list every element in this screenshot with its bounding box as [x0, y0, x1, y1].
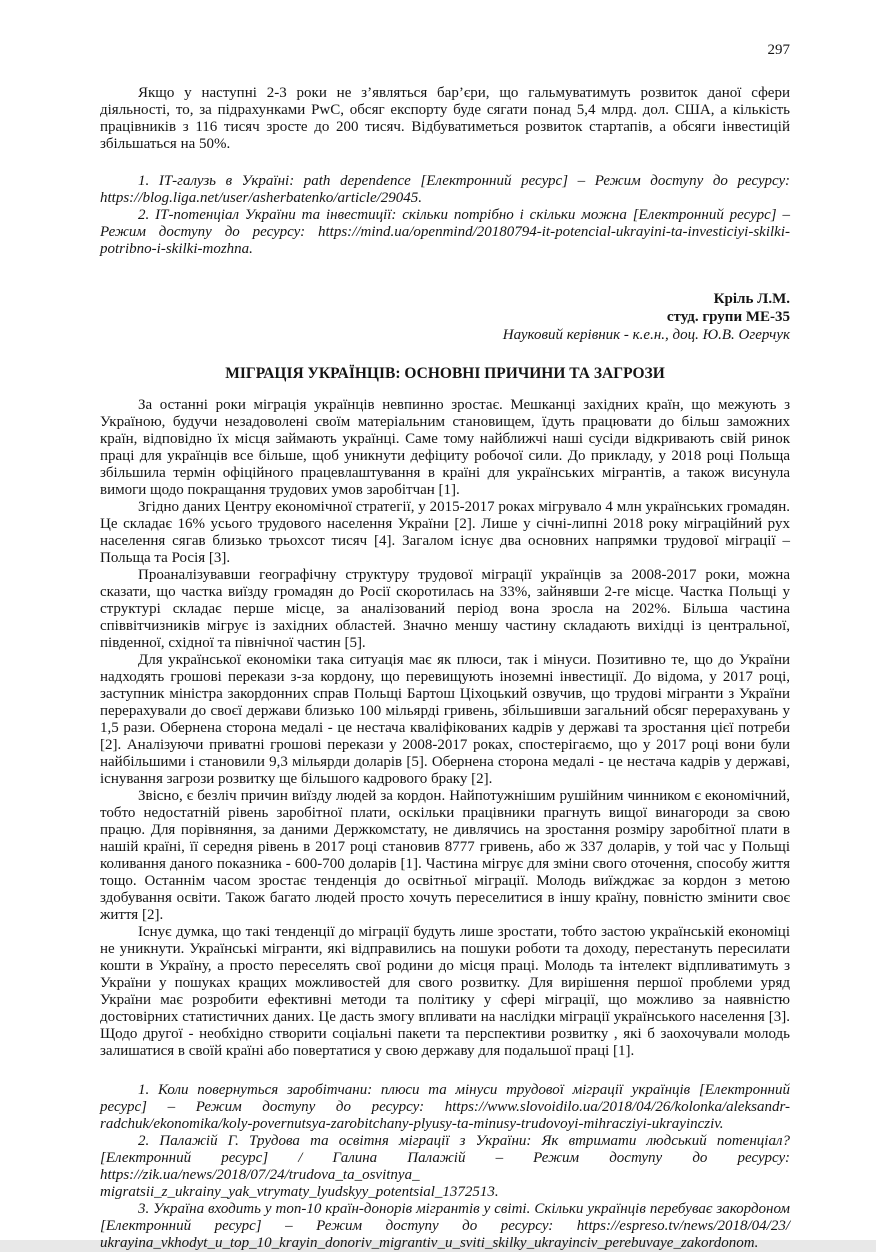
author-group: студ. групи МЕ-35: [666, 309, 790, 325]
top-references: [100, 173, 790, 258]
body-paragraph: Згідно даних Центру економічної стратегії, у 2015-2017 роках мігрувало 4 млн українських громадян. Це складає 16% усього трудового населення України [2]. Лише у січні-липні 2018 року міграційний рух населення сягав близько трьохсот тисяч [4]. Загалом існує два основних напрямки трудової міграції – Польща та Росія [3].: [100, 499, 790, 566]
reference-item: 2. ІТ-потенціал України та інвестиції: скільки потрібно і скільки можна [Електронний ресурс] – Режим доступу до ресурсу: https://mind.ua/openmind/20180794-it-potencial-ukrayini-ta-investiciyi-skilki-potribno-i-skilki-mozhna.: [100, 207, 790, 257]
reference-item: 1. ІТ-галузь в Україні: path dependence [Електронний ресурс] – Режим доступу до ресурсу: https://blog.liga.net/user/asherbatenko/article/29045.: [100, 173, 790, 206]
page-number: 297: [767, 42, 790, 58]
reference-item: 3. Україна входить у топ-10 країн-донорів мігрантів у світі. Скільки українців перебуває закордоном [Електронний ресурс] – Режим доступу до ресурсу: https://espreso.tv/news/2018/04/23/ ukrayina_vkhodyt_u_top_10_krayin_donoriv_migrantiv_u_sviti_skilky_ukrayinciv_perebuvaye_zakordonom.: [100, 1201, 790, 1251]
page-content: [100, 42, 790, 1252]
body-paragraph: Проаналізувавши географічну структуру трудової міграції українців за 2008-2017 роки, можна сказати, що частка виїзду громадян до Росії скоротилась на 33%, зайнявши 2-ге місце. Частка Польщі у структурі складає перше місце, за аналізований період вона зросла на 202%. Більша частина співвітчизників мігрує із західних областей. Значно меншу частину складають вихідці із центральної, південної, східної та північної частин [5].: [100, 567, 790, 651]
reference-item: 2. Палажій Г. Трудова та освітня міграції з України: Як втримати людський потенціал? [Електронний ресурс] / Галина Палажій – Режим доступу до ресурсу: https://zik.ua/news/2018/07/24/trudova_ta_osvitnya_ migratsii_z_ukrainy_yak_vtrymaty_lyudskyy_potentsial_1372513.: [100, 1133, 790, 1200]
author-name: Кріль Л.М.: [713, 291, 790, 307]
author-block: [100, 290, 790, 344]
author-advisor: Науковий керівник - к.е.н., доц. Ю.В. Огерчук: [502, 327, 790, 343]
reference-item: 1. Коли повернуться заробітчани: плюси та мінуси трудової міграції українців [Електронний ресурс] – Режим доступу до ресурсу: https://www.slovoidilo.ua/2018/04/26/kolonka/aleksandr-radchuk/ekonomika/koly-povernutsya-zarobitchany-plyusy-ta-minusy-trudovoyi-mihracziyi-ukrayincziv.: [100, 1082, 790, 1132]
body-paragraph: Звісно, є безліч причин виїзду людей за кордон. Найпотужнішим рушійним чинником є економічний, тобто недостатній рівень заробітної плати, оскільки працівники прагнуть вищої винагороди за свою працю. Для порівняння, за даними Держкомстату, не дивлячись на зростання розміру заробітної плати в нашій країні, її середня рівень в 2017 році становив 8777 гривень, або ж 337 доларів, у той час у Польщі коливання даного показника - 600-700 доларів [1]. Частина мігрує для зміни свого оточення, способу життя тощо. Останнім часом зростає тенденція до освітньої міграції. Молодь виїжджає за кордон з метою здобування освіти. Також багато людей просто хочуть переселитися в іншу країну, повністю змінити своє життя [2].: [100, 788, 790, 923]
body-paragraph: Для української економіки така ситуація має як плюси, так і мінуси. Позитивно те, що до України надходять грошові перекази з-за кордону, що перевищують іноземні інвестиції. До відома, у 2017 році, заступник міністра закордонних справ Польщі Бартош Ціхоцький озвучив, що трудові мігранти з України перерахували до своєї держави близько 100 мільярді гривень, збільшивши загальний обсяг перерахувань у 1,5 рази. Обернена сторона медалі - це нестача кваліфікованих кадрів у державі та зростання цієї потреби [2]. Аналізуючи приватні грошові перекази у 2008-2017 роках, спостерігаємо, що у 2017 році вони були найбільшими і становили 9,3 мільярди доларів [5]. Обернена сторона медалі - це нестача кадрів у державі, існування загрози розвитку ще більшого кадрового браку [2].: [100, 652, 790, 787]
intro-paragraph: Якщо у наступні 2-3 роки не з’являться бар’єри, що гальмуватимуть розвиток даної сфери діяльності, то, за підрахунками PwC, обсяг експорту буде сягати понад 5,4 млрд. дол. США, а кількість працівників з 116 тисяч зросте до 200 тисяч. Відбуватиметься розвиток стартапів, а обсяги інвестицій збільшаться на 50%.: [100, 85, 790, 152]
article-body: [100, 397, 790, 1060]
body-paragraph: Існує думка, що такі тенденції до міграції будуть лише зростати, тобто застою українській економіці не уникнути. Українські мігранти, які відправились на пошуки роботи та доходу, перестануть пересилати кошти в Україну, а просто переселять свої родини до місця праці. Молодь та інтелект відпливатимуть з України у пошуках кращих можливостей для свого розвитку. Для вирішення першої проблеми уряд України має розробити ефективні методи та політику у сфері міграції, що можливо за наявністю достовірних статистичних даних. Це дасть змогу впливати на наслідки міграції українського населення [3]. Щодо другої - необхідно створити соціальні пакети та перспективи розвитку , які б заохочували молодь залишатися в своїй країні або повертатися у свою державу для подальшої праці [1].: [100, 924, 790, 1059]
bottom-references: [100, 1082, 790, 1252]
article-title: МІГРАЦІЯ УКРАЇНЦІВ: ОСНОВНІ ПРИЧИНИ ТА ЗАГРОЗИ: [225, 365, 665, 382]
body-paragraph: За останні роки міграція українців невпинно зростає. Мешканці західних країн, що межують з Україною, будучи незадоволені своїм матеріальним становищем, їдуть працювати до більш заможних країн, відповідно їх місця займають українці. Саме тому найближчі наші сусіди відкривають свій ринок праці для українців все більше, щоб уникнути дефіциту робочої сили. До прикладу, у 2018 році Польща збільшила термін офіційного працевлаштування в країні для українських мігрантів, а також висунула вимоги щодо покращання трудових умов заробітчан [1].: [100, 397, 790, 498]
